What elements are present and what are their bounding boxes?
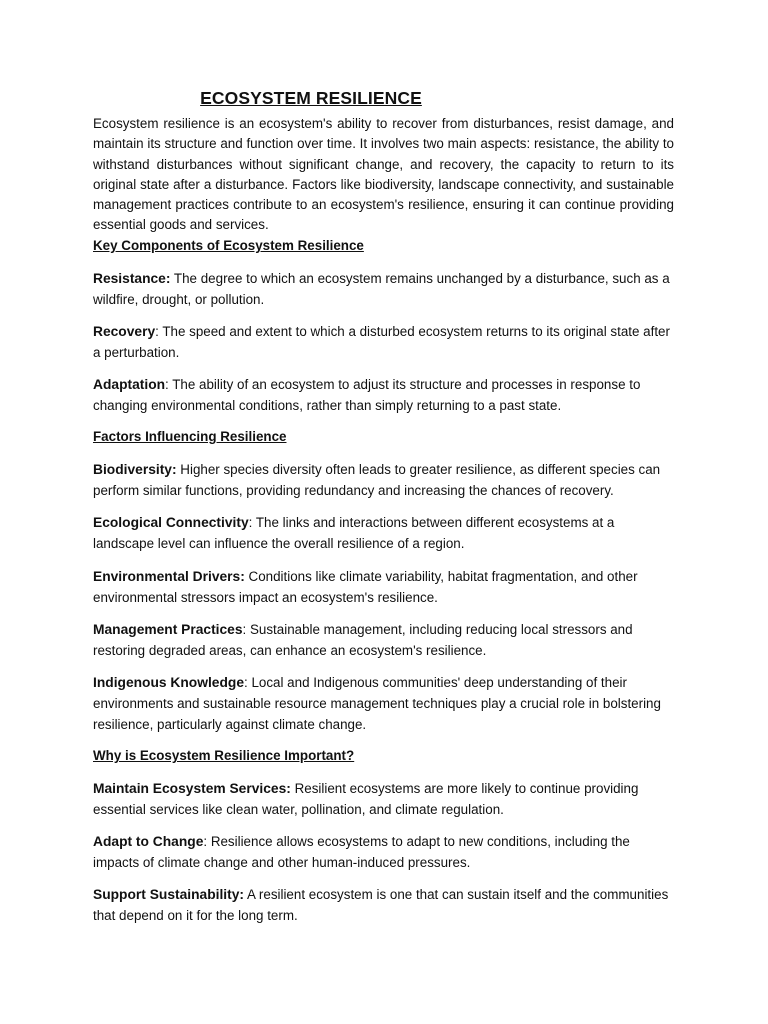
term-label: Biodiversity: <box>93 462 177 477</box>
term-label: Resistance: <box>93 271 171 286</box>
paragraph-recovery <box>93 321 678 363</box>
term-label: Management Practices <box>93 622 243 637</box>
paragraph-adapt-to-change <box>93 831 678 873</box>
paragraph-adaptation <box>93 374 678 416</box>
paragraph-indigenous-knowledge <box>93 672 678 735</box>
term-label: Adaptation <box>93 377 166 392</box>
term-label: Recovery <box>93 324 156 339</box>
term-description: : The ability of an ecosystem to adjust its structure and processes in response to changing environmental conditions, rather than simply returning to a past state. <box>93 377 641 413</box>
term-label: Adapt to Change <box>93 834 204 849</box>
term-description: : Local and Indigenous communities' deep understanding of their environments and sustainable resource management techniques play a crucial role in bolstering resilience, particularly against climate change. <box>93 675 661 732</box>
document-title: ECOSYSTEM RESILIENCE <box>200 88 422 108</box>
term-label: Maintain Ecosystem Services: <box>93 781 291 796</box>
paragraph-ecological-connectivity <box>93 512 678 554</box>
term-label: Support Sustainability: <box>93 887 245 902</box>
term-description: : Resilience allows ecosystems to adapt to new conditions, including the impacts of climate change and other human-induced pressures. <box>93 834 630 870</box>
term-label: Ecological Connectivity <box>93 515 249 530</box>
term-description: Conditions like climate variability, habitat fragmentation, and other environmental stressors impact an ecosystem's resilience. <box>93 569 638 605</box>
term-label: Indigenous Knowledge <box>93 675 244 690</box>
term-description: Resilient ecosystems are more likely to continue providing essential services like clean water, pollination, and climate regulation. <box>93 781 639 817</box>
paragraph-maintain-services <box>93 778 678 820</box>
paragraph-biodiversity <box>93 459 678 501</box>
section-heading-key-components: Key Components of Ecosystem Resilience <box>93 238 364 253</box>
term-description: : Sustainable management, including reducing local stressors and restoring degraded areas, can enhance an ecosystem's resilience. <box>93 622 633 658</box>
term-description: : The links and interactions between different ecosystems at a landscape level can influence the overall resilience of a region. <box>93 515 615 551</box>
paragraph-management-practices <box>93 619 678 661</box>
term-description: The degree to which an ecosystem remains unchanged by a disturbance, such as a wildfire, drought, or pollution. <box>93 271 670 307</box>
intro-paragraph: Ecosystem resilience is an ecosystem's ability to recover from disturbances, resist damage, and maintain its structure and function over time. It involves two main aspects: resistance, the ability to withstand disturbances without significant change, and recovery, the capacity to return to its original state after a disturbance. Factors like biodiversity, landscape connectivity, and sustainable management practices contribute to an ecosystem's resilience, ensuring it can continue providing essential goods and services. <box>93 116 674 233</box>
term-description: Higher species diversity often leads to greater resilience, as different species can perform similar functions, providing redundancy and increasing the chances of recovery. <box>93 462 661 498</box>
term-description: A resilient ecosystem is one that can sustain itself and the communities that depend on it for the long term. <box>93 887 669 923</box>
term-description: : The speed and extent to which a disturbed ecosystem returns to its original state after a perturbation. <box>93 324 670 360</box>
term-label: Environmental Drivers: <box>93 569 245 584</box>
paragraph-support-sustainability <box>93 884 678 926</box>
paragraph-resistance <box>93 268 678 310</box>
paragraph-environmental-drivers <box>93 566 678 608</box>
section-heading-factors: Factors Influencing Resilience <box>93 429 287 444</box>
section-heading-why-important: Why is Ecosystem Resilience Important? <box>93 748 355 763</box>
